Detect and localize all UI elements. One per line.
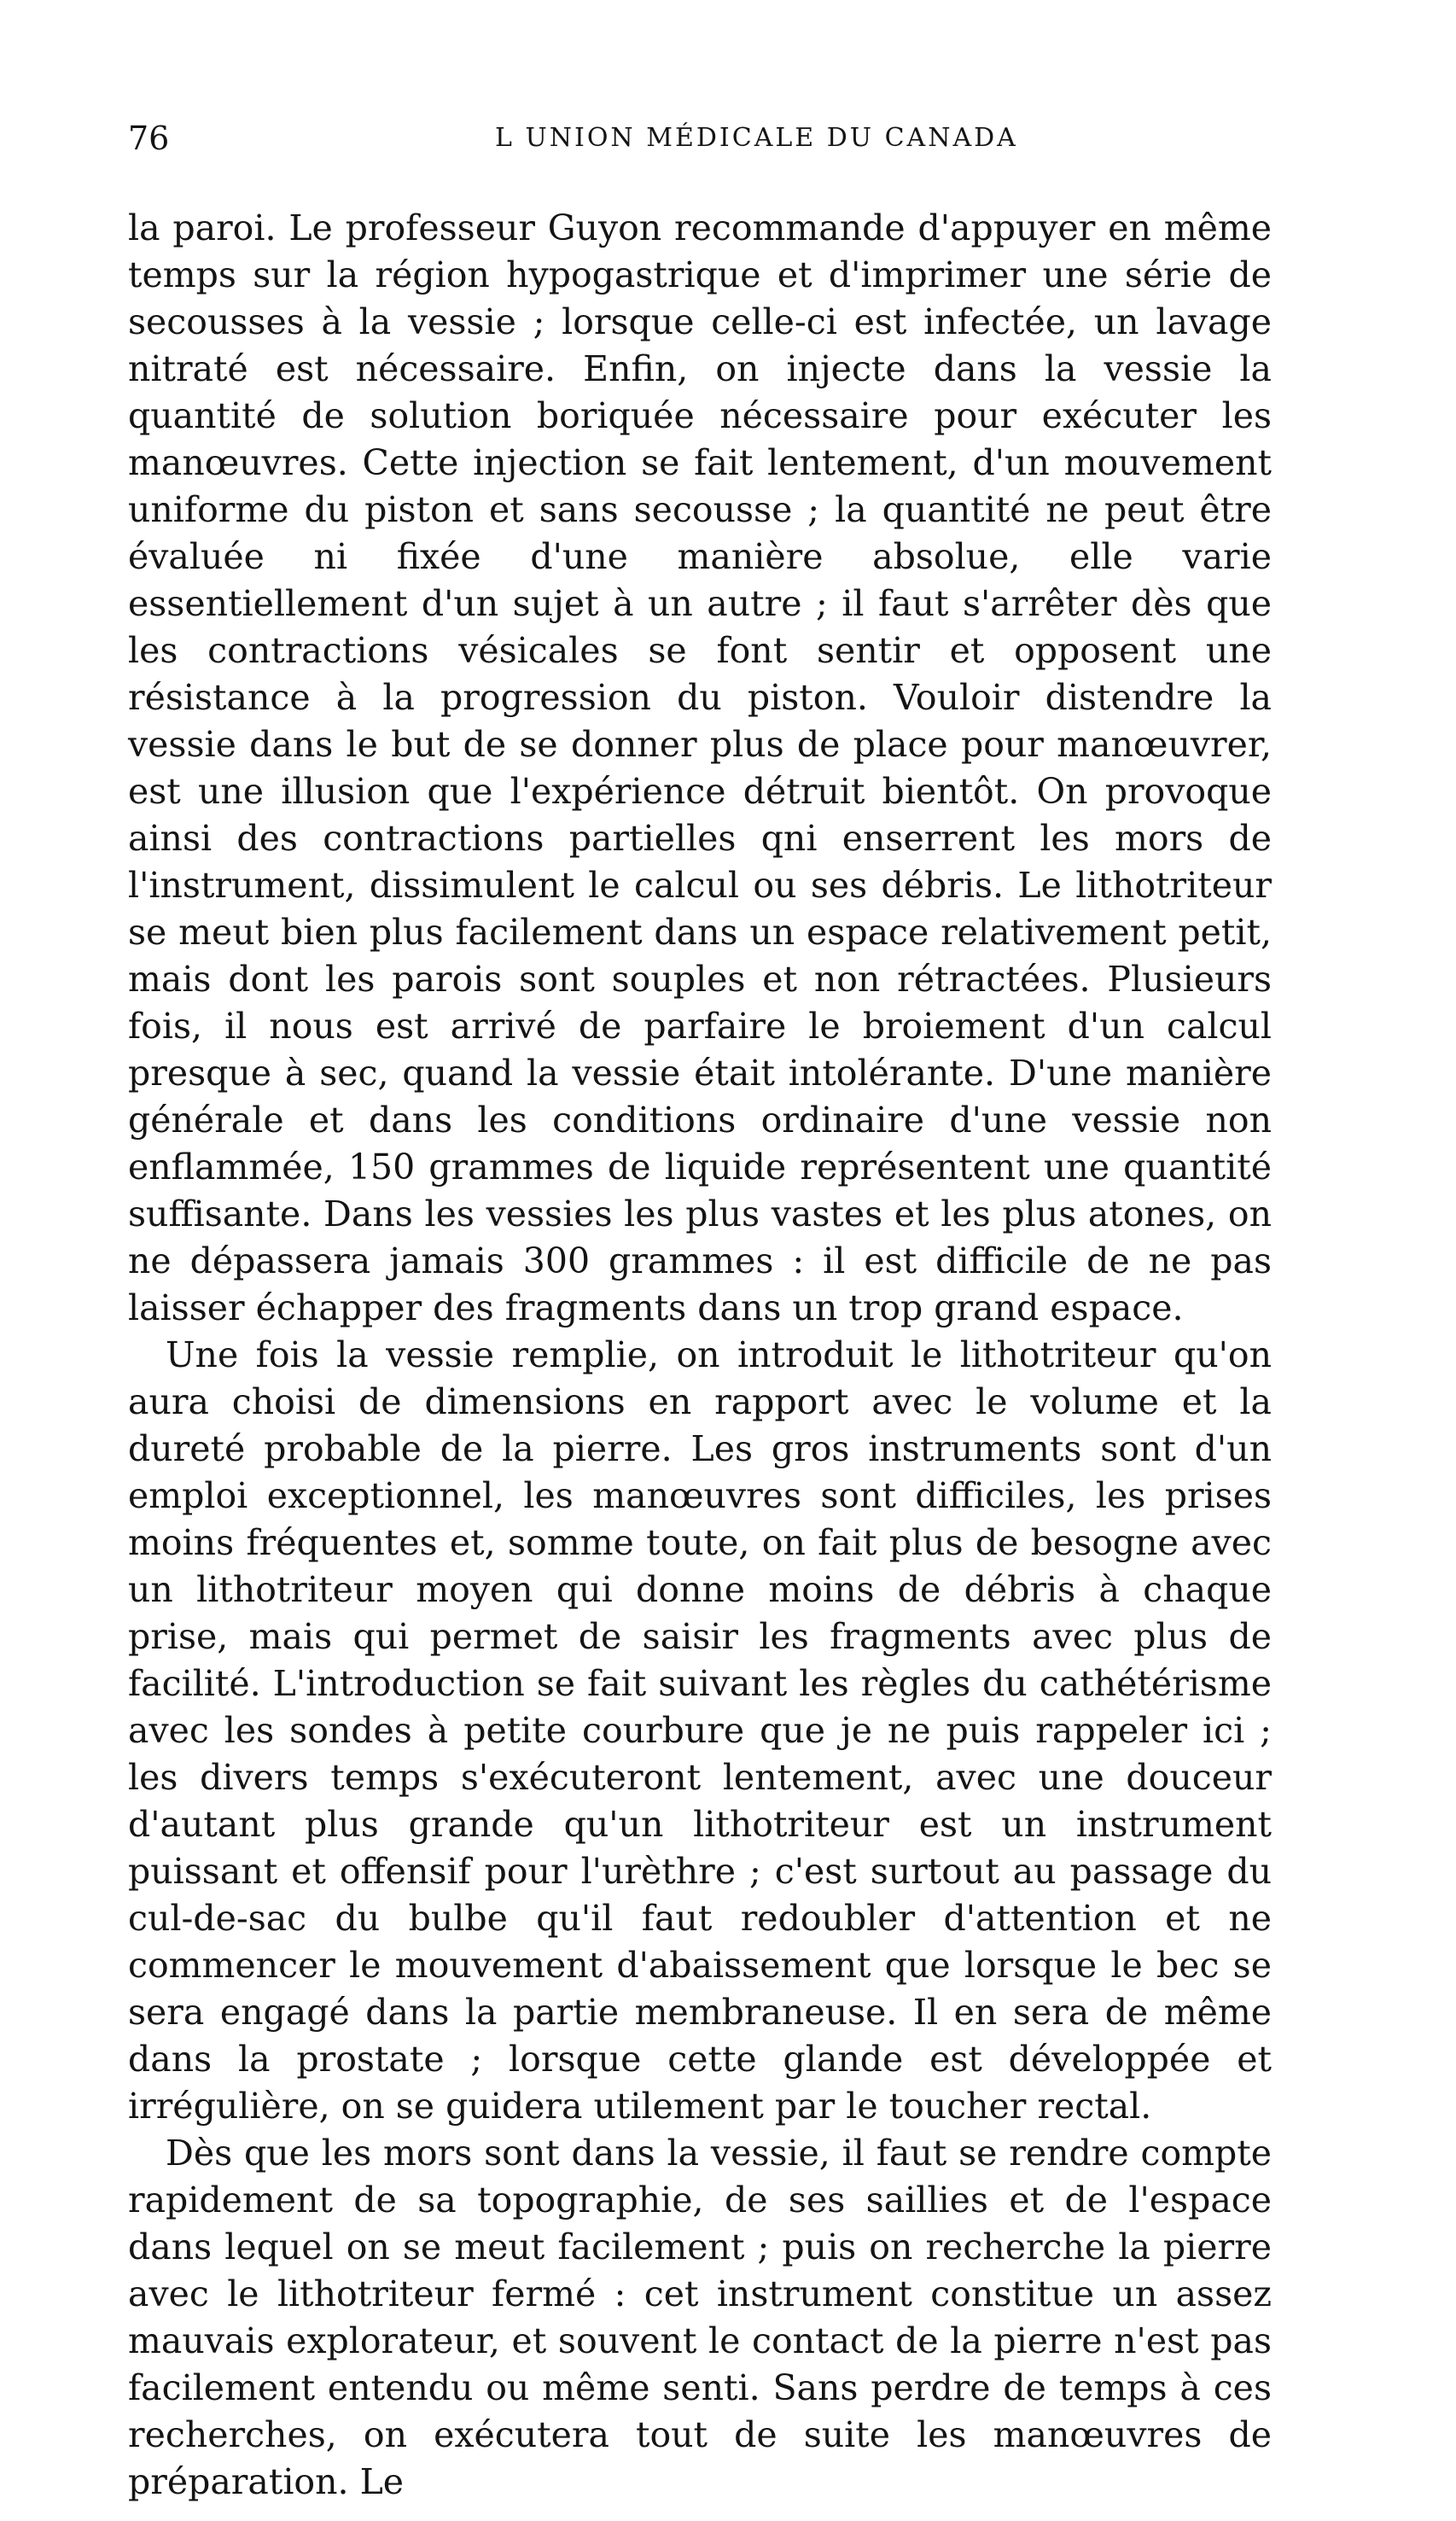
- paragraph-2: Une fois la vessie remplie, on introduit le lithotriteur qu'on aura choisi de dimensions en rapport avec le volume et la dureté probable de la pierre. Les gros instruments sont d'un emploi exceptionnel, les manœuvres sont difficiles, les prises moins fréquentes et, somme toute, on fait plus de besogne avec un lithotriteur moyen qui donne moins de débris à chaque prise, mais qui permet de saisir les fragments avec plus de facilité. L'introduction se fait suivant les règles du cathétérisme avec les sondes à petite courbure que je ne puis rappeler ici ; les divers temps s'exécuteront lentement, avec une douceur d'autant plus grande qu'un lithotriteur est un instrument puissant et offensif pour l'urèthre ; c'est surtout au passage du cul-de-sac du bulbe qu'il faut redoubler d'attention et ne commencer le mouvement d'abaissement que lorsque le bec se sera engagé dans la partie membraneuse. Il en sera de même dans la prostate ; lorsque cette glande est développée et irrégulière, on se guidera utilement par le toucher rectal.: [128, 1334, 1272, 2127]
- book-page: [128, 85, 1272, 2502]
- page-number: 76: [128, 120, 170, 157]
- journal-title: L UNION MÉDICALE DU CANADA: [495, 123, 1018, 153]
- paragraph-1: la paroi. Le professeur Guyon recommande d'appuyer en même temps sur la région hypogastrique et d'imprimer une série de secousses à la vessie ; lorsque celle-ci est infectée, un lavage nitraté est nécessaire. Enfin, on injecte dans la vessie la quantité de solution boriquée nécessaire pour exécuter les manœuvres. Cette injection se fait lentement, d'un mouvement uniforme du piston et sans secousse ; la quantité ne peut être évaluée ni fixée d'une manière absolue, elle varie essentiellement d'un sujet à un autre ; il faut s'arrêter dès que les contractions vésicales se font sentir et opposent une résistance à la progression du piston. Vouloir distendre la vessie dans le but de se donner plus de place pour manœuvrer, est une illusion que l'expérience détruit bientôt. On provoque ainsi des contractions partielles qni enserrent les mors de l'instrument, dissimulent le calcul ou ses débris. Le lithotriteur se meut bien plus facilement dans un espace relativement petit, mais dont les parois sont souples et non rétractées. Plusieurs fois, il nous est arrivé de parfaire le broiement d'un calcul presque à sec, quand la vessie était intolérante. D'une manière générale et dans les conditions ordinaire d'une vessie non enflammée, 150 grammes de liquide représentent une quantité suffisante. Dans les vessies les plus vastes et les plus atones, on ne dépassera jamais 300 grammes : il est difficile de ne pas laisser échapper des fragments dans un trop grand espace.: [128, 207, 1272, 1328]
- body-text: [128, 205, 1272, 2506]
- paragraph-3: Dès que les mors sont dans la vessie, il faut se rendre compte rapidement de sa topographie, de ses saillies et de l'espace dans lequel on se meut facilement ; puis on recherche la pierre avec le lithotriteur fermé : cet instrument constitue un assez mauvais explorateur, et souvent le contact de la pierre n'est pas facilement entendu ou même senti. Sans perdre de temps à ces recherches, on exécutera tout de suite les manœuvres de préparation. Le: [128, 2133, 1272, 2502]
- running-head: [128, 120, 1272, 171]
